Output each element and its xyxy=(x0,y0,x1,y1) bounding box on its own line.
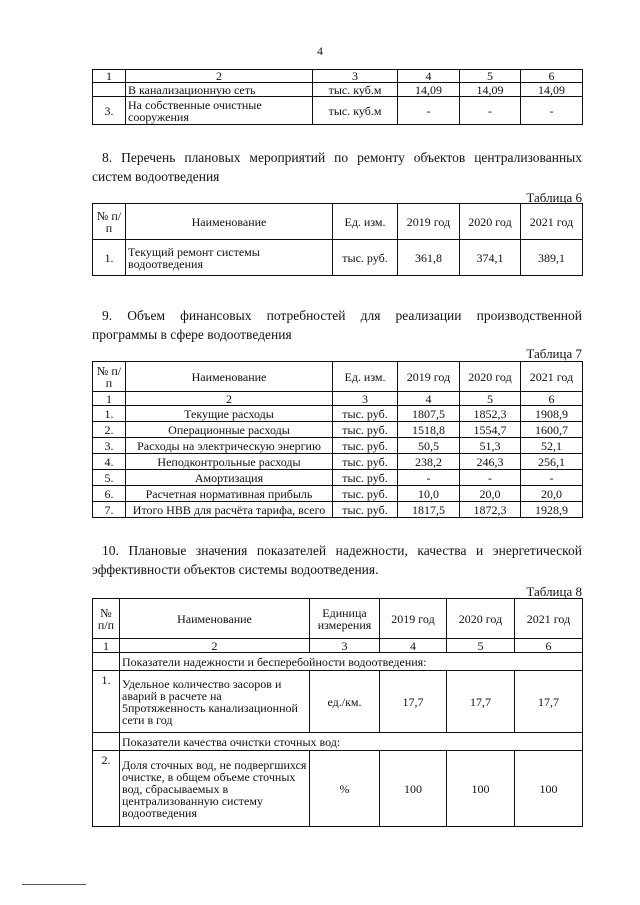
value-2020: - xyxy=(460,97,521,125)
row-number: 7. xyxy=(93,502,126,518)
row-name: Амортизация xyxy=(126,470,333,486)
value-2019: 238,2 xyxy=(398,454,460,470)
header-2021: 2021 год xyxy=(521,204,583,240)
row-number: 4. xyxy=(93,454,126,470)
row-name: На собственные очистные сооружения xyxy=(126,97,313,125)
value-2020: 1872,3 xyxy=(460,502,521,518)
table-row xyxy=(93,751,583,827)
group-spacer xyxy=(93,733,120,751)
value-2021: - xyxy=(521,470,583,486)
value-2020: 374,1 xyxy=(460,240,521,276)
section-9-heading xyxy=(92,306,582,344)
value-2021: - xyxy=(521,97,583,125)
heading-line: 8. Перечень плановых мероприятий по ремонту объектов централизованных xyxy=(102,150,582,165)
table-6 xyxy=(92,203,583,276)
value-2020: 246,3 xyxy=(460,454,521,470)
value-2021: 14,09 xyxy=(521,83,583,97)
colnum-cell: 4 xyxy=(398,70,460,83)
table-7 xyxy=(92,361,583,518)
row-name: Операционные расходы xyxy=(126,422,333,438)
row-unit: тыс. руб. xyxy=(333,486,398,502)
value-2020: 1852,3 xyxy=(460,406,521,422)
row-name: Удельное количество засоров и аварий в расчете на 5протяженность канализационной сети в год xyxy=(120,671,310,733)
row-unit: тыс. руб. xyxy=(333,454,398,470)
value-2021: 52,1 xyxy=(521,438,583,454)
value-2020: 14,09 xyxy=(460,83,521,97)
value-2021: 389,1 xyxy=(521,240,583,276)
table-row xyxy=(93,438,583,454)
table-row xyxy=(93,97,583,125)
value-2020: 20,0 xyxy=(460,486,521,502)
row-unit: тыс. руб. xyxy=(333,438,398,454)
value-2019: 1817,5 xyxy=(398,502,460,518)
header-name: Наименование xyxy=(126,362,333,392)
colnum-cell: 4 xyxy=(380,639,447,653)
row-number: 3. xyxy=(93,97,126,125)
header-2020: 2020 год xyxy=(460,204,521,240)
row-unit: тыс. руб. xyxy=(333,240,398,276)
colnum-cell: 5 xyxy=(460,392,521,406)
value-2021: 20,0 xyxy=(521,486,583,502)
header-num: № п/п xyxy=(93,204,126,240)
header-unit: Ед. изм. xyxy=(333,204,398,240)
colnum-cell: 6 xyxy=(521,392,583,406)
colnum-cell: 2 xyxy=(120,639,310,653)
section-8-heading xyxy=(92,148,582,186)
header-num: № п/п xyxy=(93,599,120,639)
colnum-cell: 1 xyxy=(93,392,126,406)
colnum-cell: 5 xyxy=(460,70,521,83)
row-number: 2. xyxy=(93,422,126,438)
row-unit: % xyxy=(310,751,380,827)
value-2019: 50,5 xyxy=(398,438,460,454)
row-number: 3. xyxy=(93,438,126,454)
header-2021: 2021 год xyxy=(521,362,583,392)
colnum-cell: 6 xyxy=(515,639,583,653)
value-2021: 100 xyxy=(515,751,583,827)
header-num: № п/п xyxy=(93,362,126,392)
footer-rule xyxy=(22,884,86,885)
value-2021: 1600,7 xyxy=(521,422,583,438)
table-row xyxy=(93,502,583,518)
row-name: Неподконтрольные расходы xyxy=(126,454,333,470)
row-number: 1. xyxy=(93,406,126,422)
table-7-caption: Таблица 7 xyxy=(526,346,582,361)
value-2019: 10,0 xyxy=(398,486,460,502)
table-continuation xyxy=(92,69,583,125)
table-row xyxy=(93,406,583,422)
row-number: 2. xyxy=(93,751,120,827)
colnum-cell: 3 xyxy=(333,392,398,406)
colnum-cell: 1 xyxy=(93,70,126,83)
group-spacer xyxy=(93,653,120,671)
row-number xyxy=(93,83,126,97)
value-2019: 361,8 xyxy=(398,240,460,276)
heading-line: 9. Объем финансовых потребностей для реализации производственной xyxy=(102,308,582,323)
value-2019: 17,7 xyxy=(380,671,447,733)
section-10-heading xyxy=(92,541,582,579)
value-2019: - xyxy=(398,470,460,486)
value-2021: 17,7 xyxy=(515,671,583,733)
row-number: 5. xyxy=(93,470,126,486)
header-unit: Ед. изм. xyxy=(333,362,398,392)
row-unit: тыс. руб. xyxy=(333,470,398,486)
table-row xyxy=(93,240,583,276)
row-name: Доля сточных вод, не подвергшихся очистке, в общем объеме сточных вод, сбрасываемых в централизованную систему водоотведения xyxy=(120,751,310,827)
header-2019: 2019 год xyxy=(398,362,460,392)
header-2019: 2019 год xyxy=(380,599,447,639)
value-2020: 100 xyxy=(447,751,515,827)
value-2019: 100 xyxy=(380,751,447,827)
table-row xyxy=(93,671,583,733)
row-unit: тыс. руб. xyxy=(333,422,398,438)
header-2021: 2021 год xyxy=(515,599,583,639)
row-name: Расчетная нормативная прибыль xyxy=(126,486,333,502)
header-unit: Единица измерения xyxy=(310,599,380,639)
table-8-caption: Таблица 8 xyxy=(526,584,582,599)
header-2020: 2020 год xyxy=(460,362,521,392)
table-row xyxy=(93,470,583,486)
header-2019: 2019 год xyxy=(398,204,460,240)
value-2019: 14,09 xyxy=(398,83,460,97)
value-2020: 51,3 xyxy=(460,438,521,454)
page-number: 4 xyxy=(317,44,323,58)
heading-line: систем водоотведения xyxy=(92,169,220,184)
row-unit: тыс. руб. xyxy=(333,502,398,518)
group-heading: Показатели качества очистки сточных вод: xyxy=(120,733,583,751)
colnum-cell: 1 xyxy=(93,639,120,653)
row-unit: тыс. руб. xyxy=(333,406,398,422)
colnum-cell: 3 xyxy=(310,639,380,653)
row-name: Расходы на электрическую энергию xyxy=(126,438,333,454)
row-unit: тыс. куб.м xyxy=(313,83,398,97)
table-row xyxy=(93,486,583,502)
table-8 xyxy=(92,598,583,827)
row-number: 6. xyxy=(93,486,126,502)
colnum-cell: 6 xyxy=(521,70,583,83)
colnum-cell: 2 xyxy=(126,392,333,406)
heading-line: программы в сфере водоотведения xyxy=(92,327,292,342)
header-name: Наименование xyxy=(120,599,310,639)
table-row xyxy=(93,83,583,97)
header-name: Наименование xyxy=(126,204,333,240)
group-heading: Показатели надежности и бесперебойности водоотведения: xyxy=(120,653,583,671)
header-2020: 2020 год xyxy=(447,599,515,639)
value-2019: 1518,8 xyxy=(398,422,460,438)
colnum-cell: 4 xyxy=(398,392,460,406)
row-name: В канализационную сеть xyxy=(126,83,313,97)
value-2019: 1807,5 xyxy=(398,406,460,422)
value-2019: - xyxy=(398,97,460,125)
table-6-caption: Таблица 6 xyxy=(526,190,582,205)
row-unit: тыс. куб.м xyxy=(313,97,398,125)
row-name: Итого НВВ для расчёта тарифа, всего xyxy=(126,502,333,518)
row-name: Текущие расходы xyxy=(126,406,333,422)
row-unit: ед./км. xyxy=(310,671,380,733)
table-row xyxy=(93,454,583,470)
heading-line: 10. Плановые значения показателей надежности, качества и энергетической xyxy=(102,543,582,558)
value-2021: 1928,9 xyxy=(521,502,583,518)
value-2020: 17,7 xyxy=(447,671,515,733)
value-2021: 1908,9 xyxy=(521,406,583,422)
row-number: 1. xyxy=(93,240,126,276)
heading-line: эффективности объектов системы водоотведения. xyxy=(92,562,379,577)
table-row xyxy=(93,422,583,438)
row-name: Текущий ремонт системы водоотведения xyxy=(126,240,333,276)
colnum-cell: 2 xyxy=(126,70,313,83)
value-2020: - xyxy=(460,470,521,486)
row-number: 1. xyxy=(93,671,120,733)
value-2020: 1554,7 xyxy=(460,422,521,438)
value-2021: 256,1 xyxy=(521,454,583,470)
colnum-cell: 3 xyxy=(313,70,398,83)
colnum-cell: 5 xyxy=(447,639,515,653)
